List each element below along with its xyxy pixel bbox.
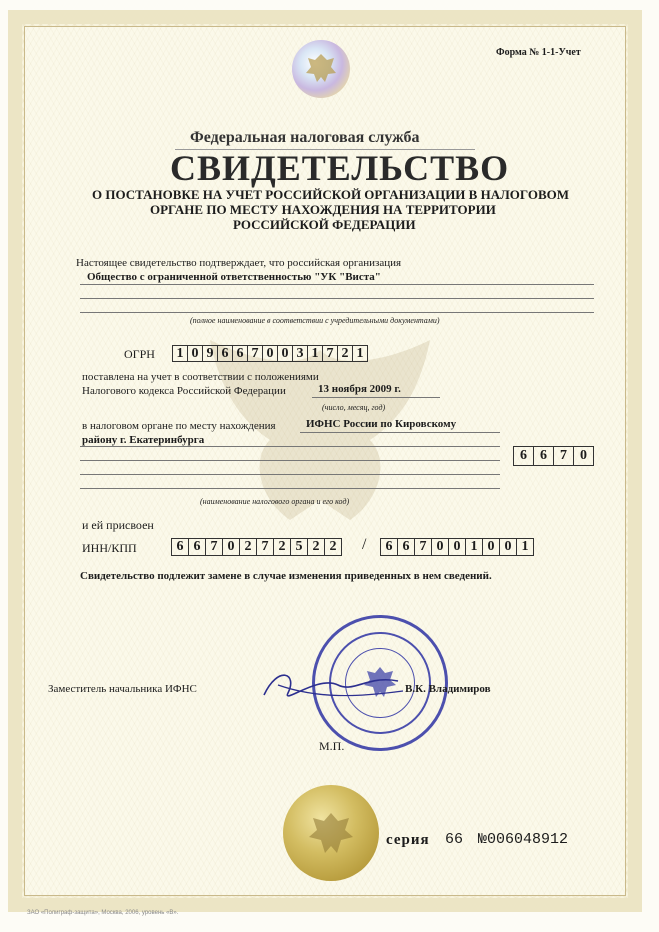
agency-name: Федеральная налоговая служба — [190, 129, 420, 146]
series-value: 66 — [445, 831, 464, 848]
inn-digit: 0 — [223, 538, 240, 556]
handwritten-signature — [258, 655, 408, 715]
authority-code-digit: 6 — [534, 446, 554, 466]
kpp-boxes — [380, 538, 534, 556]
date-underline — [312, 397, 440, 398]
registered-line-2: Налогового кодекса Российской Федерации — [82, 385, 286, 397]
kpp-digit: 1 — [466, 538, 483, 556]
inn-digit: 2 — [240, 538, 257, 556]
subtitle-line-3: РОССИЙСКОЙ ФЕДЕРАЦИИ — [233, 217, 416, 232]
signer-name: В.К. Владимиров — [405, 683, 491, 695]
kpp-digit: 0 — [432, 538, 449, 556]
gold-seal — [283, 785, 379, 881]
authority-code-digit: 0 — [574, 446, 594, 466]
inn-digit: 2 — [308, 538, 325, 556]
kpp-digit: 0 — [483, 538, 500, 556]
kpp-digit: 7 — [415, 538, 432, 556]
ogrn-digit: 3 — [293, 345, 308, 362]
authority-line-3 — [80, 474, 500, 475]
authority-name-1: ИФНС России по Кировскому — [306, 418, 457, 430]
replacement-note: Свидетельство подлежит замене в случае изменения приведенных в нем сведений. — [80, 570, 492, 582]
subtitle-line-2: ОРГАНЕ ПО МЕСТУ НАХОЖДЕНИЯ НА ТЕРРИТОРИИ — [150, 202, 496, 217]
ogrn-digit: 1 — [353, 345, 368, 362]
authority-code-digit: 6 — [513, 446, 534, 466]
subtitle-line-1: О ПОСТАНОВКЕ НА УЧЕТ РОССИЙСКОЙ ОРГАНИЗАЦИИ В НАЛОГОВОМ — [92, 187, 569, 202]
ogrn-label: ОГРН — [124, 347, 155, 361]
org-line-2 — [80, 298, 594, 299]
inn-digit: 7 — [257, 538, 274, 556]
authority-code-boxes — [513, 446, 594, 466]
inn-digit: 2 — [274, 538, 291, 556]
seal-place-label: М.П. — [319, 739, 345, 753]
ogrn-digit: 6 — [218, 345, 233, 362]
ogrn-digit: 1 — [308, 345, 323, 362]
authority-line-1 — [80, 446, 500, 447]
hologram-emblem — [292, 40, 350, 98]
inn-digit: 6 — [189, 538, 206, 556]
org-line-3 — [80, 312, 594, 313]
ogrn-boxes — [172, 345, 368, 362]
kpp-digit: 0 — [500, 538, 517, 556]
ogrn-digit: 7 — [248, 345, 263, 362]
registered-line-1: поставлена на учет в соответствии с положениями — [82, 371, 319, 383]
authority-code-digit: 7 — [554, 446, 574, 466]
inn-digit: 7 — [206, 538, 223, 556]
org-line-1 — [80, 284, 594, 285]
date-caption: (число, месяц, год) — [322, 403, 386, 412]
series-label: серия — [386, 832, 430, 848]
authority-line-4 — [80, 488, 500, 489]
org-caption: (полное наименование в соответствии с учредительными документами) — [190, 316, 440, 325]
ogrn-digit: 0 — [263, 345, 278, 362]
ogrn-digit: 1 — [172, 345, 188, 362]
kpp-digit: 6 — [398, 538, 415, 556]
registration-date: 13 ноября 2009 г. — [318, 383, 401, 395]
inn-kpp-separator: / — [362, 536, 367, 553]
inn-kpp-label: ИНН/КПП — [82, 541, 137, 555]
ogrn-digit: 0 — [188, 345, 203, 362]
ogrn-digit: 9 — [203, 345, 218, 362]
kpp-digit: 6 — [380, 538, 398, 556]
inn-boxes — [171, 538, 342, 556]
ogrn-digit: 2 — [338, 345, 353, 362]
authority-label: в налоговом органе по месту нахождения — [82, 420, 276, 432]
document-title: СВИДЕТЕЛЬСТВО — [170, 148, 510, 188]
form-number: Форма № 1-1-Учет — [496, 47, 581, 58]
authority-line-0 — [300, 432, 500, 433]
inn-digit: 2 — [325, 538, 342, 556]
ogrn-digit: 0 — [278, 345, 293, 362]
inn-digit: 6 — [171, 538, 189, 556]
authority-caption: (наименование налогового органа и его код) — [200, 497, 350, 506]
authority-line-2 — [80, 460, 500, 461]
assigned-text: и ей присвоен — [82, 518, 154, 532]
inn-digit: 5 — [291, 538, 308, 556]
ogrn-digit: 7 — [323, 345, 338, 362]
organization-name: Общество с ограниченной ответственностью "УК "Виста" — [87, 271, 381, 283]
kpp-digit: 0 — [449, 538, 466, 556]
intro-text: Настоящее свидетельство подтверждает, что российская организация — [76, 257, 402, 269]
authority-name-2: району г. Екатеринбурга — [82, 434, 205, 446]
signer-position: Заместитель начальника ИФНС — [48, 683, 197, 695]
kpp-digit: 1 — [517, 538, 534, 556]
ogrn-digit: 6 — [233, 345, 248, 362]
printer-note: ЗАО «Полиграф-защита», Москва, 2006, уровень «В». — [27, 910, 179, 916]
certificate-number: №006048912 — [478, 831, 569, 848]
